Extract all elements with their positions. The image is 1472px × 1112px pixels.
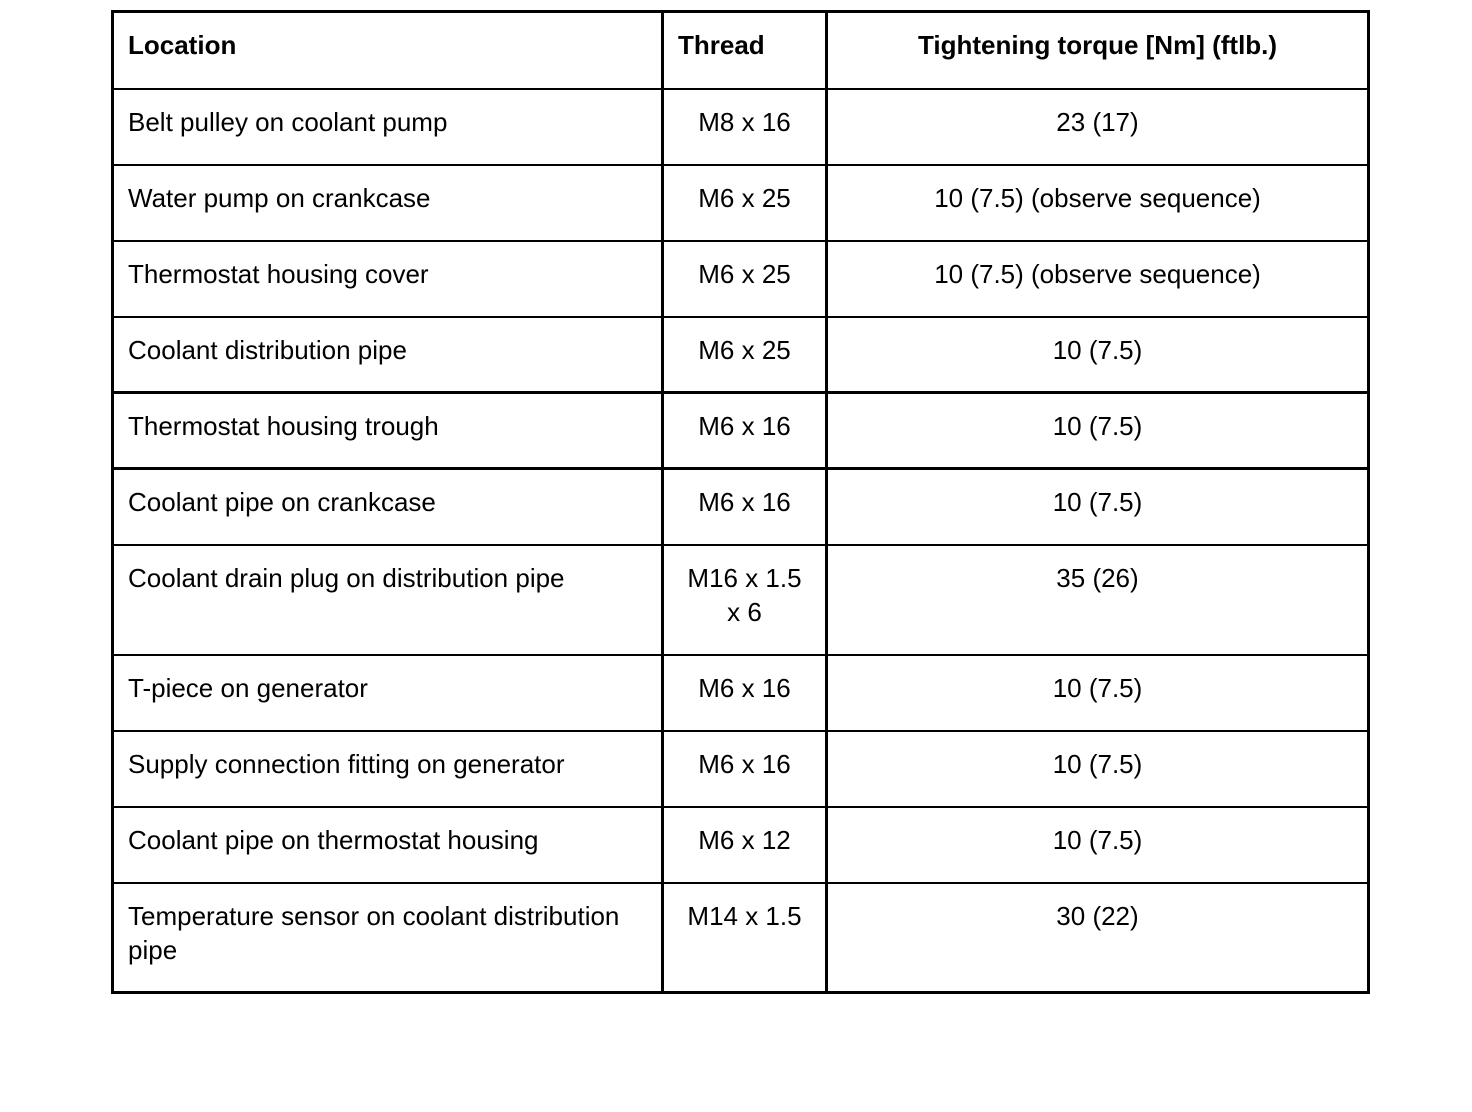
cell-location: Coolant drain plug on distribution pipe [113, 545, 663, 655]
torque-table [111, 10, 1370, 994]
cell-thread: M6 x 25 [663, 165, 827, 241]
cell-thread: M16 x 1.5 x 6 [663, 545, 827, 655]
header-thread: Thread [663, 12, 827, 89]
cell-torque: 10 (7.5) (observe sequence) [827, 165, 1369, 241]
header-torque: Tightening torque [Nm] (ftlb.) [827, 12, 1369, 89]
cell-location: Thermostat housing cover [113, 241, 663, 317]
table-row [113, 89, 1369, 165]
table-row [113, 655, 1369, 731]
cell-torque: 10 (7.5) (observe sequence) [827, 241, 1369, 317]
header-row [113, 12, 1369, 89]
cell-thread: M6 x 16 [663, 469, 827, 545]
cell-torque: 23 (17) [827, 89, 1369, 165]
cell-torque: 35 (26) [827, 545, 1369, 655]
table-row [113, 883, 1369, 993]
table-row [113, 469, 1369, 545]
cell-torque: 10 (7.5) [827, 655, 1369, 731]
cell-thread: M14 x 1.5 [663, 883, 827, 993]
cell-location: Belt pulley on coolant pump [113, 89, 663, 165]
cell-thread: M6 x 16 [663, 731, 827, 807]
table-row [113, 545, 1369, 655]
table-row [113, 165, 1369, 241]
table-row [113, 317, 1369, 393]
cell-torque: 10 (7.5) [827, 393, 1369, 469]
cell-location: Coolant distribution pipe [113, 317, 663, 393]
cell-thread: M6 x 25 [663, 241, 827, 317]
header-location: Location [113, 12, 663, 89]
table-row [113, 731, 1369, 807]
cell-torque: 10 (7.5) [827, 469, 1369, 545]
table-row [113, 807, 1369, 883]
cell-location: Thermostat housing trough [113, 393, 663, 469]
cell-location: Coolant pipe on crankcase [113, 469, 663, 545]
cell-thread: M8 x 16 [663, 89, 827, 165]
cell-thread: M6 x 25 [663, 317, 827, 393]
cell-torque: 30 (22) [827, 883, 1369, 993]
cell-location: Coolant pipe on thermostat housing [113, 807, 663, 883]
cell-thread: M6 x 16 [663, 655, 827, 731]
cell-torque: 10 (7.5) [827, 317, 1369, 393]
cell-thread: M6 x 16 [663, 393, 827, 469]
cell-location: T-piece on generator [113, 655, 663, 731]
cell-torque: 10 (7.5) [827, 731, 1369, 807]
cell-location: Water pump on crankcase [113, 165, 663, 241]
table-row [113, 393, 1369, 469]
cell-location: Supply connection fitting on generator [113, 731, 663, 807]
cell-location: Temperature sensor on coolant distribution pipe [113, 883, 663, 993]
cell-torque: 10 (7.5) [827, 807, 1369, 883]
cell-thread: M6 x 12 [663, 807, 827, 883]
table-row [113, 241, 1369, 317]
